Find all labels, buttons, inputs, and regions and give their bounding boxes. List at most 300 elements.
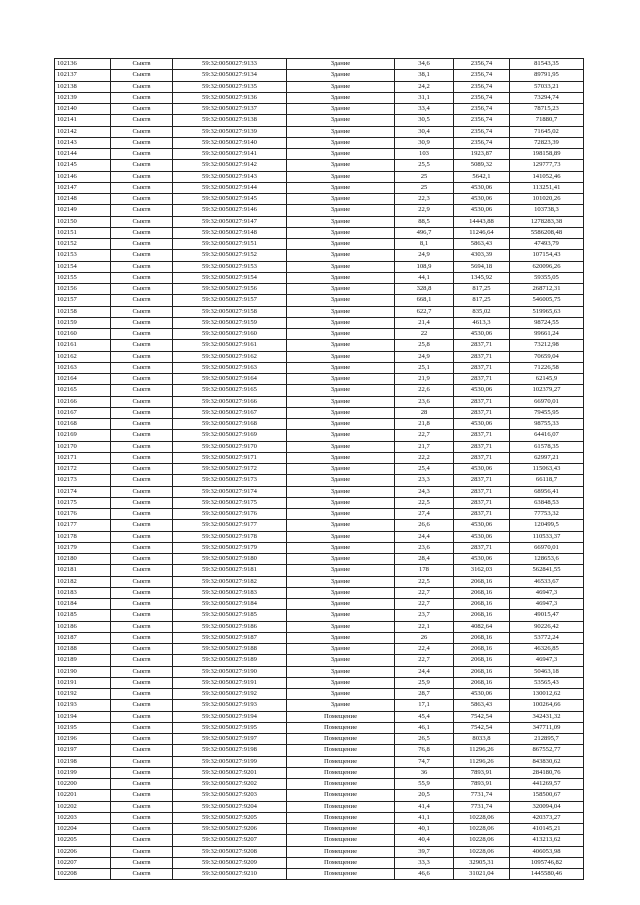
cell-specific-value: 2837,71	[454, 430, 510, 441]
cell-object-type: Здание	[287, 419, 395, 430]
cell-row-number: 102169	[55, 430, 111, 441]
cell-area: 21,4	[395, 317, 454, 328]
cell-area: 40,4	[395, 835, 454, 846]
table-row	[55, 317, 584, 328]
cell-specific-value: 2068,16	[454, 655, 510, 666]
cell-object-type: Здание	[287, 171, 395, 182]
table-row	[55, 351, 584, 362]
table-row	[55, 790, 584, 801]
cell-object-type: Здание	[287, 149, 395, 160]
cell-object-type: Здание	[287, 182, 395, 193]
cell-locality: Сыктв	[111, 767, 173, 778]
table-row	[55, 407, 584, 418]
cell-object-type: Здание	[287, 644, 395, 655]
cell-area: 496,7	[395, 227, 454, 238]
cell-cadastral-number: 59:32:0050027:9210	[173, 869, 287, 880]
cell-specific-value: 2837,71	[454, 396, 510, 407]
cell-area: 45,4	[395, 711, 454, 722]
cell-cadastral-value: 68956,41	[510, 486, 584, 497]
cell-cadastral-number: 59:32:0050027:9185	[173, 610, 287, 621]
cell-cadastral-value: 49015,47	[510, 610, 584, 621]
table-row	[55, 306, 584, 317]
cell-locality: Сыктв	[111, 216, 173, 227]
table-row	[55, 700, 584, 711]
cell-specific-value: 4082,64	[454, 621, 510, 632]
cell-cadastral-number: 59:32:0050027:9133	[173, 59, 287, 70]
cell-object-type: Здание	[287, 576, 395, 587]
cell-cadastral-value: 342431,32	[510, 711, 584, 722]
cell-object-type: Здание	[287, 632, 395, 643]
cell-row-number: 102140	[55, 104, 111, 115]
cell-locality: Сыктв	[111, 104, 173, 115]
cell-specific-value: 7893,91	[454, 779, 510, 790]
cell-area: 22,7	[395, 655, 454, 666]
cell-cadastral-number: 59:32:0050027:9157	[173, 295, 287, 306]
cell-cadastral-value: 70659,04	[510, 351, 584, 362]
cadastral-value-table	[54, 58, 584, 880]
cell-area: 28	[395, 407, 454, 418]
cell-cadastral-number: 59:32:0050027:9153	[173, 261, 287, 272]
cell-specific-value: 2356,74	[454, 70, 510, 81]
cell-area: 38,1	[395, 70, 454, 81]
cell-cadastral-value: 66970,01	[510, 396, 584, 407]
cell-locality: Сыктв	[111, 869, 173, 880]
cell-area: 28,7	[395, 689, 454, 700]
cell-area: 24,4	[395, 666, 454, 677]
cell-cadastral-number: 59:32:0050027:9189	[173, 655, 287, 666]
cell-cadastral-number: 59:32:0050027:9176	[173, 509, 287, 520]
table-row	[55, 610, 584, 621]
cell-row-number: 102177	[55, 520, 111, 531]
table-row	[55, 745, 584, 756]
cell-specific-value: 7731,74	[454, 790, 510, 801]
cell-cadastral-number: 59:32:0050027:9160	[173, 329, 287, 340]
cell-object-type: Помещение	[287, 812, 395, 823]
cell-locality: Сыктв	[111, 362, 173, 373]
cell-locality: Сыктв	[111, 722, 173, 733]
cell-object-type: Здание	[287, 599, 395, 610]
cell-area: 88,5	[395, 216, 454, 227]
cell-locality: Сыктв	[111, 689, 173, 700]
cell-locality: Сыктв	[111, 126, 173, 137]
cell-specific-value: 835,02	[454, 306, 510, 317]
cell-object-type: Здание	[287, 475, 395, 486]
table-row	[55, 576, 584, 587]
cell-specific-value: 4530,06	[454, 464, 510, 475]
cell-cadastral-number: 59:32:0050027:9182	[173, 576, 287, 587]
cell-cadastral-value: 62145,9	[510, 374, 584, 385]
cell-cadastral-value: 53565,43	[510, 677, 584, 688]
cell-locality: Сыктв	[111, 329, 173, 340]
cell-area: 22,6	[395, 385, 454, 396]
cell-specific-value: 2356,74	[454, 137, 510, 148]
table-row	[55, 711, 584, 722]
cell-cadastral-number: 59:32:0050027:9201	[173, 767, 287, 778]
cell-cadastral-number: 59:32:0050027:9167	[173, 407, 287, 418]
cell-cadastral-number: 59:32:0050027:9159	[173, 317, 287, 328]
cell-cadastral-value: 406053,98	[510, 846, 584, 857]
cell-area: 24,9	[395, 250, 454, 261]
cell-object-type: Здание	[287, 464, 395, 475]
cell-object-type: Здание	[287, 137, 395, 148]
cell-object-type: Здание	[287, 227, 395, 238]
cell-area: 22,5	[395, 497, 454, 508]
cell-area: 28,4	[395, 554, 454, 565]
cell-row-number: 102170	[55, 441, 111, 452]
cell-locality: Сыктв	[111, 655, 173, 666]
cell-specific-value: 2068,16	[454, 610, 510, 621]
cell-row-number: 102199	[55, 767, 111, 778]
cell-cadastral-number: 59:32:0050027:9179	[173, 542, 287, 553]
cell-locality: Сыктв	[111, 700, 173, 711]
cell-cadastral-number: 59:32:0050027:9147	[173, 216, 287, 227]
cell-locality: Сыктв	[111, 610, 173, 621]
cell-cadastral-value: 71880,7	[510, 115, 584, 126]
cell-cadastral-value: 73212,98	[510, 340, 584, 351]
cell-specific-value: 4530,06	[454, 329, 510, 340]
cell-cadastral-value: 102379,27	[510, 385, 584, 396]
cell-cadastral-number: 59:32:0050027:9194	[173, 711, 287, 722]
cell-area: 41,1	[395, 812, 454, 823]
cell-cadastral-number: 59:32:0050027:9192	[173, 689, 287, 700]
cell-locality: Сыктв	[111, 171, 173, 182]
cell-cadastral-number: 59:32:0050027:9138	[173, 115, 287, 126]
cell-row-number: 102156	[55, 284, 111, 295]
table-row	[55, 452, 584, 463]
cell-specific-value: 2837,71	[454, 475, 510, 486]
cell-locality: Сыктв	[111, 542, 173, 553]
cell-specific-value: 4530,06	[454, 531, 510, 542]
cell-cadastral-number: 59:32:0050027:9203	[173, 790, 287, 801]
cell-cadastral-number: 59:32:0050027:9186	[173, 621, 287, 632]
cell-object-type: Здание	[287, 621, 395, 632]
cell-object-type: Здание	[287, 284, 395, 295]
cell-area: 25,8	[395, 340, 454, 351]
table-row	[55, 869, 584, 880]
cell-object-type: Помещение	[287, 824, 395, 835]
cell-area: 34,6	[395, 59, 454, 70]
cell-object-type: Здание	[287, 81, 395, 92]
cell-object-type: Помещение	[287, 722, 395, 733]
cell-locality: Сыктв	[111, 81, 173, 92]
cell-row-number: 102193	[55, 700, 111, 711]
cell-object-type: Здание	[287, 587, 395, 598]
cell-cadastral-number: 59:32:0050027:9177	[173, 520, 287, 531]
table-row	[55, 801, 584, 812]
cell-locality: Сыктв	[111, 227, 173, 238]
table-row	[55, 464, 584, 475]
cell-cadastral-number: 59:32:0050027:9207	[173, 835, 287, 846]
cell-row-number: 102200	[55, 779, 111, 790]
cell-area: 108,9	[395, 261, 454, 272]
cell-specific-value: 5694,18	[454, 261, 510, 272]
cell-area: 26,5	[395, 734, 454, 745]
cell-object-type: Здание	[287, 261, 395, 272]
cell-row-number: 102141	[55, 115, 111, 126]
cell-cadastral-number: 59:32:0050027:9148	[173, 227, 287, 238]
cell-row-number: 102147	[55, 182, 111, 193]
cell-cadastral-number: 59:32:0050027:9164	[173, 374, 287, 385]
cell-row-number: 102139	[55, 92, 111, 103]
cell-row-number: 102206	[55, 846, 111, 857]
cell-specific-value: 1345,92	[454, 272, 510, 283]
cell-cadastral-number: 59:32:0050027:9183	[173, 587, 287, 598]
cell-area: 46,1	[395, 722, 454, 733]
cell-cadastral-value: 212895,7	[510, 734, 584, 745]
cell-area: 328,8	[395, 284, 454, 295]
cell-area: 25	[395, 182, 454, 193]
cell-object-type: Помещение	[287, 869, 395, 880]
cell-cadastral-value: 1278283,38	[510, 216, 584, 227]
table-row	[55, 126, 584, 137]
cell-object-type: Помещение	[287, 756, 395, 767]
cell-locality: Сыктв	[111, 812, 173, 823]
cell-locality: Сыктв	[111, 576, 173, 587]
cell-object-type: Здание	[287, 554, 395, 565]
cell-cadastral-value: 110533,37	[510, 531, 584, 542]
table-row	[55, 632, 584, 643]
cell-cadastral-number: 59:32:0050027:9169	[173, 430, 287, 441]
cell-locality: Сыктв	[111, 374, 173, 385]
cell-cadastral-number: 59:32:0050027:9187	[173, 632, 287, 643]
cell-object-type: Помещение	[287, 846, 395, 857]
cell-area: 76,8	[395, 745, 454, 756]
cell-row-number: 102158	[55, 306, 111, 317]
table-row	[55, 171, 584, 182]
cell-object-type: Здание	[287, 396, 395, 407]
cell-area: 22,7	[395, 430, 454, 441]
cell-cadastral-value: 120499,5	[510, 520, 584, 531]
cell-row-number: 102195	[55, 722, 111, 733]
cell-object-type: Помещение	[287, 790, 395, 801]
cell-cadastral-number: 59:32:0050027:9134	[173, 70, 287, 81]
cell-row-number: 102192	[55, 689, 111, 700]
cell-specific-value: 2837,71	[454, 497, 510, 508]
cell-row-number: 102181	[55, 565, 111, 576]
cell-object-type: Помещение	[287, 779, 395, 790]
cell-cadastral-number: 59:32:0050027:9209	[173, 857, 287, 868]
table-row	[55, 160, 584, 171]
cell-cadastral-value: 72823,39	[510, 137, 584, 148]
cell-locality: Сыктв	[111, 194, 173, 205]
cell-area: 30,4	[395, 126, 454, 137]
cell-cadastral-number: 59:32:0050027:9173	[173, 475, 287, 486]
cell-specific-value: 2356,74	[454, 81, 510, 92]
cell-specific-value: 11296,26	[454, 745, 510, 756]
cell-row-number: 102204	[55, 824, 111, 835]
cell-cadastral-value: 46947,3	[510, 599, 584, 610]
cell-object-type: Здание	[287, 666, 395, 677]
cell-area: 24,4	[395, 531, 454, 542]
cell-specific-value: 4530,06	[454, 182, 510, 193]
cell-area: 41,4	[395, 801, 454, 812]
cell-row-number: 102196	[55, 734, 111, 745]
cell-cadastral-value: 420373,27	[510, 812, 584, 823]
cell-area: 20,5	[395, 790, 454, 801]
cell-specific-value: 2837,71	[454, 452, 510, 463]
cell-cadastral-number: 59:32:0050027:9171	[173, 452, 287, 463]
cell-object-type: Помещение	[287, 835, 395, 846]
cell-object-type: Здание	[287, 542, 395, 553]
cell-locality: Сыктв	[111, 711, 173, 722]
cell-locality: Сыктв	[111, 509, 173, 520]
cell-locality: Сыктв	[111, 587, 173, 598]
cell-cadastral-number: 59:32:0050027:9161	[173, 340, 287, 351]
cell-object-type: Здание	[287, 160, 395, 171]
cell-area: 103	[395, 149, 454, 160]
cell-cadastral-number: 59:32:0050027:9135	[173, 81, 287, 92]
cell-object-type: Здание	[287, 194, 395, 205]
cell-row-number: 102160	[55, 329, 111, 340]
cell-row-number: 102208	[55, 869, 111, 880]
cell-object-type: Здание	[287, 565, 395, 576]
cell-row-number: 102178	[55, 531, 111, 542]
cell-cadastral-value: 347711,09	[510, 722, 584, 733]
cell-object-type: Здание	[287, 385, 395, 396]
cell-cadastral-value: 113251,41	[510, 182, 584, 193]
cell-locality: Сыктв	[111, 340, 173, 351]
table-row	[55, 70, 584, 81]
cell-specific-value: 4530,06	[454, 689, 510, 700]
cell-locality: Сыктв	[111, 261, 173, 272]
cell-cadastral-value: 59355,05	[510, 272, 584, 283]
cell-cadastral-value: 71226,58	[510, 362, 584, 373]
cell-object-type: Здание	[287, 509, 395, 520]
cell-locality: Сыктв	[111, 621, 173, 632]
cell-cadastral-value: 57033,21	[510, 81, 584, 92]
cell-area: 22,1	[395, 621, 454, 632]
cell-locality: Сыктв	[111, 441, 173, 452]
cell-cadastral-number: 59:32:0050027:9136	[173, 92, 287, 103]
table-row	[55, 677, 584, 688]
table-row	[55, 587, 584, 598]
cell-row-number: 102137	[55, 70, 111, 81]
cell-row-number: 102162	[55, 351, 111, 362]
cell-specific-value: 2068,16	[454, 644, 510, 655]
cell-specific-value: 1923,87	[454, 149, 510, 160]
cell-cadastral-value: 73294,74	[510, 92, 584, 103]
cell-cadastral-value: 77753,32	[510, 509, 584, 520]
cell-cadastral-number: 59:32:0050027:9206	[173, 824, 287, 835]
cell-object-type: Здание	[287, 205, 395, 216]
cell-cadastral-number: 59:32:0050027:9158	[173, 306, 287, 317]
table-row	[55, 497, 584, 508]
cell-object-type: Здание	[287, 70, 395, 81]
cell-specific-value: 10228,06	[454, 824, 510, 835]
cell-locality: Сыктв	[111, 666, 173, 677]
cell-locality: Сыктв	[111, 430, 173, 441]
cell-area: 26,6	[395, 520, 454, 531]
table-row	[55, 261, 584, 272]
cell-specific-value: 2837,71	[454, 374, 510, 385]
cell-row-number: 102153	[55, 250, 111, 261]
table-row	[55, 295, 584, 306]
cell-area: 31,1	[395, 92, 454, 103]
cell-area: 40,1	[395, 824, 454, 835]
cell-row-number: 102186	[55, 621, 111, 632]
table-row	[55, 115, 584, 126]
cell-row-number: 102155	[55, 272, 111, 283]
cell-row-number: 102194	[55, 711, 111, 722]
cell-cadastral-value: 843830,62	[510, 756, 584, 767]
cell-area: 74,7	[395, 756, 454, 767]
cell-locality: Сыктв	[111, 317, 173, 328]
cell-row-number: 102143	[55, 137, 111, 148]
table-row	[55, 385, 584, 396]
table-row	[55, 205, 584, 216]
table-row	[55, 486, 584, 497]
cell-cadastral-value: 5586208,48	[510, 227, 584, 238]
cell-area: 44,1	[395, 272, 454, 283]
cell-row-number: 102171	[55, 452, 111, 463]
table-row	[55, 239, 584, 250]
cell-cadastral-value: 66118,7	[510, 475, 584, 486]
cell-row-number: 102146	[55, 171, 111, 182]
cell-object-type: Помещение	[287, 711, 395, 722]
cell-cadastral-value: 101020,26	[510, 194, 584, 205]
cell-area: 25	[395, 171, 454, 182]
cell-row-number: 102154	[55, 261, 111, 272]
table-row	[55, 430, 584, 441]
cell-object-type: Помещение	[287, 801, 395, 812]
cell-area: 24,3	[395, 486, 454, 497]
cell-object-type: Здание	[287, 239, 395, 250]
cell-row-number: 102136	[55, 59, 111, 70]
table-row	[55, 396, 584, 407]
cell-specific-value: 4303,39	[454, 250, 510, 261]
table-row	[55, 531, 584, 542]
cell-row-number: 102152	[55, 239, 111, 250]
cell-cadastral-number: 59:32:0050027:9191	[173, 677, 287, 688]
table-row	[55, 565, 584, 576]
cell-locality: Сыктв	[111, 801, 173, 812]
cell-object-type: Здание	[287, 520, 395, 531]
cell-specific-value: 2356,74	[454, 115, 510, 126]
cell-cadastral-value: 268712,31	[510, 284, 584, 295]
cell-specific-value: 4530,06	[454, 385, 510, 396]
cell-area: 17,1	[395, 700, 454, 711]
table-row	[55, 520, 584, 531]
cell-object-type: Здание	[287, 700, 395, 711]
cell-cadastral-number: 59:32:0050027:9166	[173, 396, 287, 407]
cell-area: 46,6	[395, 869, 454, 880]
cell-object-type: Здание	[287, 486, 395, 497]
cell-cadastral-value: 1095746,82	[510, 857, 584, 868]
table-row	[55, 227, 584, 238]
table-row	[55, 767, 584, 778]
table-row	[55, 272, 584, 283]
cell-locality: Сыктв	[111, 351, 173, 362]
cell-object-type: Здание	[287, 250, 395, 261]
cell-specific-value: 31021,04	[454, 869, 510, 880]
cell-locality: Сыктв	[111, 115, 173, 126]
cell-cadastral-number: 59:32:0050027:9190	[173, 666, 287, 677]
table-row	[55, 644, 584, 655]
cell-area: 622,7	[395, 306, 454, 317]
cell-specific-value: 2837,71	[454, 362, 510, 373]
table-row	[55, 542, 584, 553]
cell-area: 668,1	[395, 295, 454, 306]
table-row	[55, 92, 584, 103]
cell-area: 36	[395, 767, 454, 778]
cell-cadastral-number: 59:32:0050027:9144	[173, 182, 287, 193]
cell-row-number: 102164	[55, 374, 111, 385]
cell-area: 22,5	[395, 576, 454, 587]
cell-specific-value: 2068,16	[454, 666, 510, 677]
table-row	[55, 81, 584, 92]
cell-locality: Сыктв	[111, 486, 173, 497]
cell-locality: Сыктв	[111, 520, 173, 531]
